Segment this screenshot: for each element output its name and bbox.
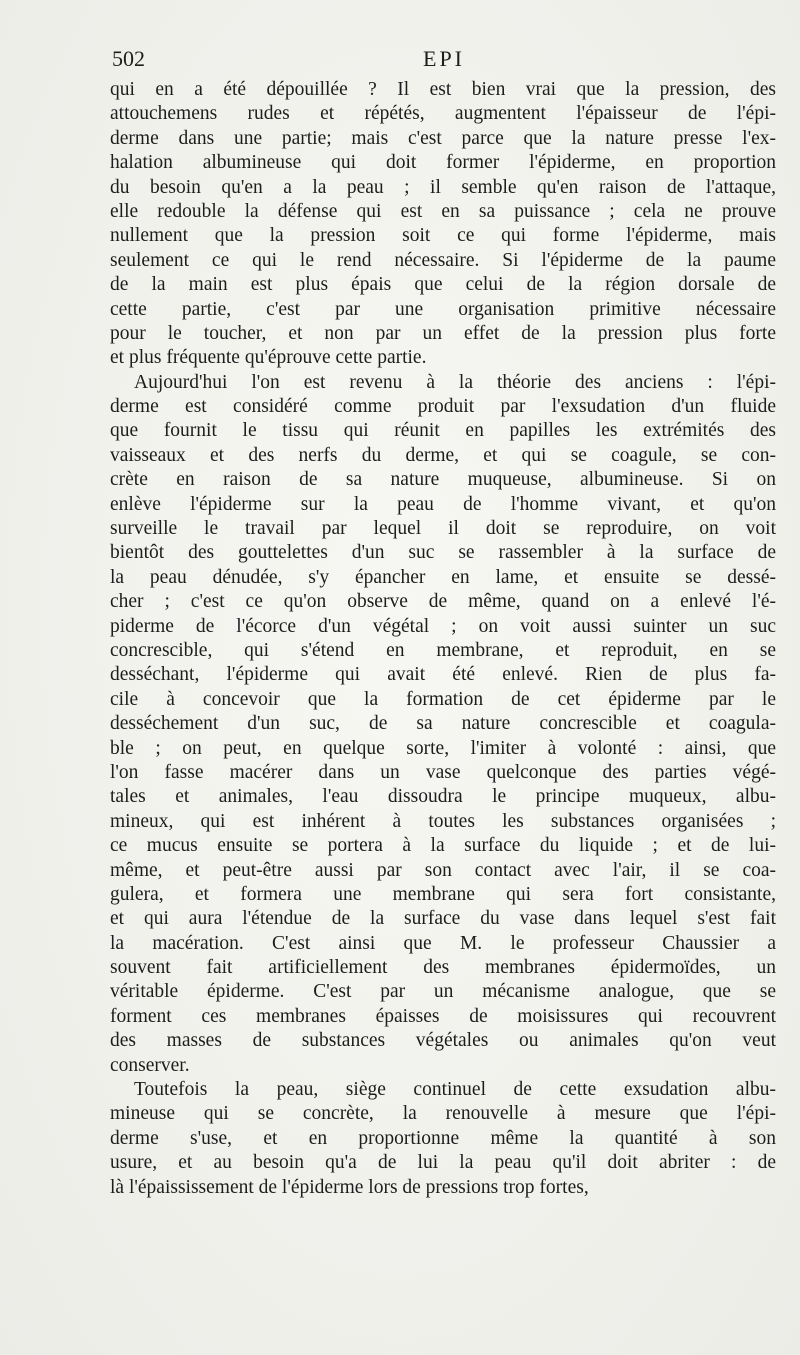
text-line: ce mucus ensuite se portera à la surface du liquide ; et de lui- [110,835,776,857]
text-line: seulement ce qui le rend nécessaire. Si l'épiderme de la paume [110,249,776,271]
text-line: enlève l'épiderme sur la peau de l'homme vivant, et qu'on [110,493,776,515]
text-line: desséchement d'un suc, de sa nature concrescible et coagula- [110,713,776,735]
text-line: tales et animales, l'eau dissoudra le principe muqueux, albu- [110,786,776,808]
text-line: Aujourd'hui l'on est revenu à la théorie des anciens : l'épi- [134,371,776,393]
text-line: et qui aura l'étendue de la surface du vase dans lequel s'est fait [110,908,776,930]
text-line: même, et peut-être aussi par son contact avec l'air, il se coa- [110,859,776,881]
text-line: derme s'use, et en proportionne même la quantité à son [110,1127,776,1149]
text-line: et plus fréquente qu'éprouve cette partie. [110,347,427,369]
text-line: pour le toucher, et non par un effet de la pression plus forte [110,322,776,344]
text-line: derme dans une partie; mais c'est parce que la nature presse l'ex- [110,127,776,149]
text-line: nullement que la pression soit ce qui forme l'épiderme, mais [110,225,776,247]
text-line: gulera, et formera une membrane qui sera fort consistante, [110,883,776,905]
text-line: vaisseaux et des nerfs du derme, et qui se coagule, se con- [110,444,776,466]
text-line: l'on fasse macérer dans un vase quelconque des parties végé- [110,761,776,783]
text-line: de la main est plus épais que celui de la région dorsale de [110,274,776,296]
text-line: crète en raison de sa nature muqueuse, albumineuse. Si on [110,469,776,491]
text-line: usure, et au besoin qu'a de lui la peau qu'il doit abriter : de [110,1152,776,1174]
text-line: Toutefois la peau, siège continuel de cette exsudation albu- [134,1079,776,1101]
text-line: attouchemens rudes et répétés, augmentent l'épaisseur de l'épi- [110,103,776,125]
page-header [112,46,776,74]
text-line: cette partie, c'est par une organisation primitive nécessaire [110,298,776,320]
text-line: bientôt des gouttelettes d'un suc se rassembler à la surface de [110,542,776,564]
text-line: mineux, qui est inhérent à toutes les substances organisées ; [110,810,776,832]
text-line: elle redouble la défense qui est en sa puissance ; cela ne prouve [110,200,776,222]
paragraph [110,78,776,371]
text-line: forment ces membranes épaisses de moisissures qui recouvrent [110,1005,776,1027]
text-line: la peau dénudée, s'y épancher en lame, et ensuite se dessé- [110,566,776,588]
text-line: desséchant, l'épiderme qui avait été enlevé. Rien de plus fa- [110,664,776,686]
page-number: 502 [112,46,145,71]
text-line: ble ; on peut, en quelque sorte, l'imiter à volonté : ainsi, que [110,737,776,759]
paragraph [110,1078,776,1200]
paragraph [110,371,776,1078]
text-line: cher ; c'est ce qu'on observe de même, quand on a enlevé l'é- [110,591,776,613]
text-line: cile à concevoir que la formation de cet épiderme par le [110,688,776,710]
text-line: piderme de l'écorce d'un végétal ; on voit aussi suinter un suc [110,615,776,637]
text-line: concrescible, qui s'étend en membrane, et reproduit, en se [110,639,776,661]
text-line: là l'épaississement de l'épiderme lors de pressions trop fortes, [110,1176,589,1198]
running-head: EPI [423,46,465,71]
text-line: que fournit le tissu qui réunit en papilles les extrémités des [110,420,776,442]
text-line: derme est considéré comme produit par l'exsudation d'un fluide [110,396,776,418]
text-line: la macération. C'est ainsi que M. le professeur Chaussier a [110,932,776,954]
text-line: halation albumineuse qui doit former l'épiderme, en proportion [110,152,776,174]
body-text [110,78,776,1200]
text-line: du besoin qu'en a la peau ; il semble qu'en raison de l'attaque, [110,176,776,198]
text-line: qui en a été dépouillée ? Il est bien vrai que la pression, des [110,79,776,100]
text-line: souvent fait artificiellement des membranes épidermoïdes, un [110,957,776,979]
text-line: surveille le travail par lequel il doit se reproduire, on voit [110,518,776,540]
text-line: véritable épiderme. C'est par un mécanisme analogue, que se [110,981,776,1003]
text-line: mineuse qui se concrète, la renouvelle à mesure que l'épi- [110,1103,776,1125]
text-line: des masses de substances végétales ou animales qu'on veut [110,1030,776,1052]
text-line: conserver. [110,1054,190,1076]
